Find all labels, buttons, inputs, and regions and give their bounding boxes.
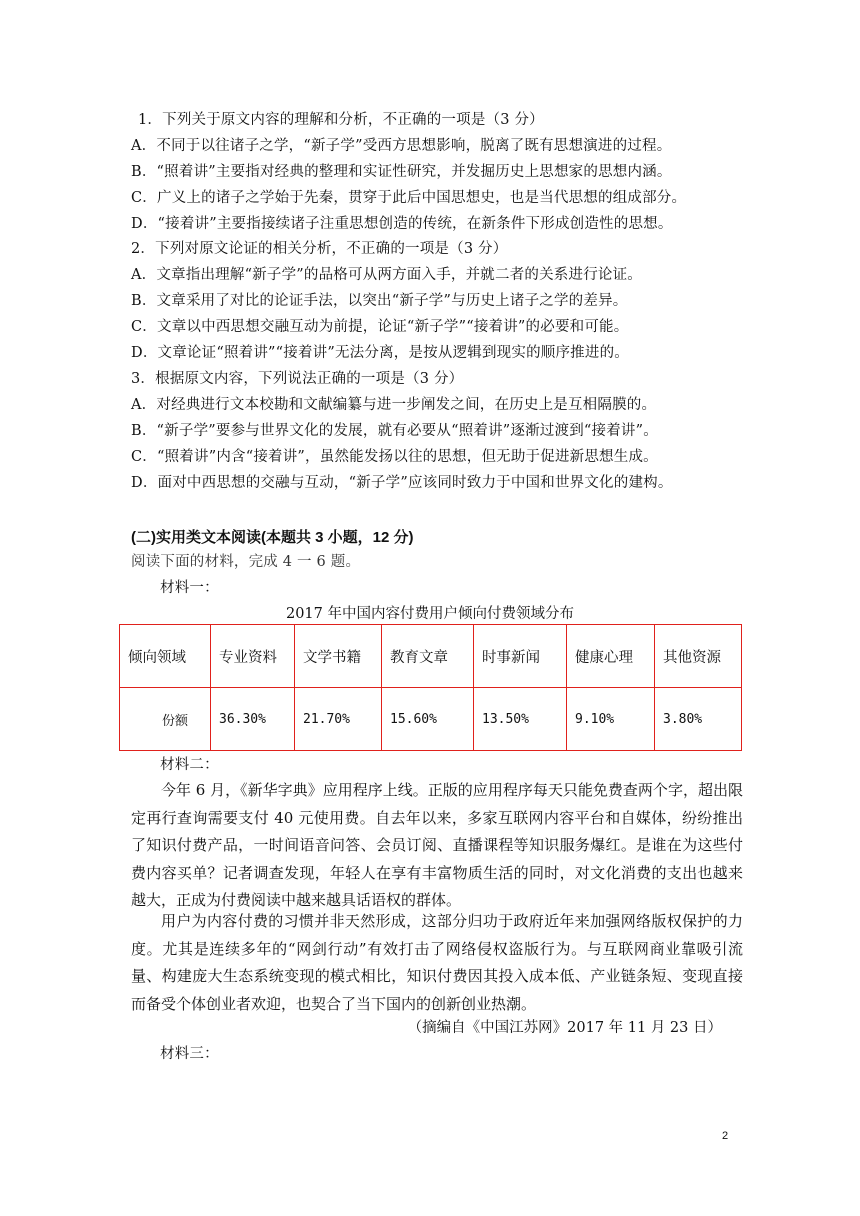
page-number: 2 (722, 1130, 729, 1142)
question-2-option-d: D．文章论证“照着讲”“接着讲”无法分离，是按从逻辑到现实的顺序推进的。 (131, 345, 629, 361)
question-1-option-c: C．广义上的诸子之学始于先秦，贯穿于此后中国思想史，也是当代思想的组成部分。 (131, 190, 687, 206)
table-share-value: 3.80% (655, 688, 742, 751)
table-caption: 2017 年中国内容付费用户倾向付费领域分布 (285, 606, 574, 622)
question-2-option-a: A．文章指出理解“新子学”的品格可从两方面入手，并就二者的关系进行论证。 (131, 267, 642, 283)
table-category: 时事新闻 (474, 625, 567, 688)
question-2-option-b: B．文章采用了对比的论证手法，以突出“新子学”与历史上诸子之学的差异。 (131, 293, 628, 309)
table-category: 文学书籍 (295, 625, 382, 688)
table-share-value: 13.50% (474, 688, 567, 751)
question-3-option-c: C．“照着讲”内含“接着讲”，虽然能发扬以往的思想，但无助于促进新思想生成。 (131, 449, 658, 465)
material-1-label: 材料一： (160, 580, 219, 596)
material-2-source: （摘编自《中国江苏网》2017 年 11 月 23 日） (407, 1020, 722, 1036)
question-3-stem: 3．根据原文内容，下列说法正确的一项是（3 分） (131, 371, 464, 387)
table-share-value: 36.30% (211, 688, 295, 751)
table-value-row (120, 688, 742, 751)
distribution-table (119, 624, 742, 751)
table-category: 教育文章 (382, 625, 474, 688)
question-1-stem: 1．下列关于原文内容的理解和分析，不正确的一项是（3 分） (138, 112, 544, 128)
question-3-option-b: B．“新子学”要参与世界文化的发展，就有必要从“照着讲”逐渐过渡到“接着讲”。 (131, 423, 658, 439)
table-category: 健康心理 (567, 625, 655, 688)
table-category: 其他资源 (655, 625, 742, 688)
question-2-option-c: C．文章以中西思想交融互动为前提，论证“新子学”“接着讲”的必要和可能。 (131, 319, 629, 335)
material-3-label: 材料三： (160, 1046, 219, 1062)
question-2-stem: 2．下列对原文论证的相关分析，不正确的一项是（3 分） (131, 241, 508, 257)
question-1-option-d: D．“接着讲”主要指接续诸子注重思想创造的传统，在新条件下形成创造性的思想。 (131, 216, 673, 232)
table-share-value: 9.10% (567, 688, 655, 751)
table-share-value: 15.60% (382, 688, 474, 751)
material-2-label: 材料二： (160, 757, 219, 773)
question-1-option-a: A．不同于以往诸子之学，“新子学”受西方思想影响，脱离了既有思想演进的过程。 (131, 138, 672, 154)
table-category: 专业资料 (211, 625, 295, 688)
question-3-option-a: A．对经典进行文本校勘和文献编纂与进一步阐发之间，在历史上是互相隔膜的。 (131, 397, 657, 413)
question-1-option-b: B．“照着讲”主要指对经典的整理和实证性研究，并发掘历史上思想家的思想内涵。 (131, 164, 672, 180)
table-row-label: 份额 (120, 688, 211, 751)
section-intro: 阅读下面的材料，完成 4 一 6 题。 (131, 554, 361, 570)
question-3-option-d: D．面对中西思想的交融与互动，“新子学”应该同时致力于中国和世界文化的建构。 (131, 475, 673, 491)
table-share-value: 21.70% (295, 688, 382, 751)
material-2-paragraph-2: 用户为内容付费的习惯并非天然形成，这部分归功于政府近年来加强网络版权保护的力度。尤其是连续多年的“网剑行动”有效打击了网络侵权盗版行为。与互联网商业靠吸引流量、构建庞大生态系统变现的模式相比，知识付费因其投入成本低、产业链条短、变现直接而备受个体创业者欢迎，也契合了当下国内的创新创业热潮。 (131, 912, 743, 1013)
material-2-paragraph-1: 今年 6 月，《新华字典》应用程序上线。正版的应用程序每天只能免费查两个字，超出限定再行查询需要支付 40 元使用费。自去年以来，多家互联网内容平台和自媒体，纷纷推出了知识付费产品，一时间语音问答、会员订阅、直播课程等知识服务爆红。是谁在为这些付费内容买单？记者调查发现，年轻人在享有丰富物质生活的同时，对文化消费的支出也越来越大，正成为付费阅读中越来越具话语权的群体。 (131, 781, 743, 909)
table-header-label: 倾向领域 (120, 625, 211, 688)
table-header-row (120, 625, 742, 688)
section-title: (二)实用类文本阅读(本题共 3 小题，12 分) (131, 529, 414, 546)
